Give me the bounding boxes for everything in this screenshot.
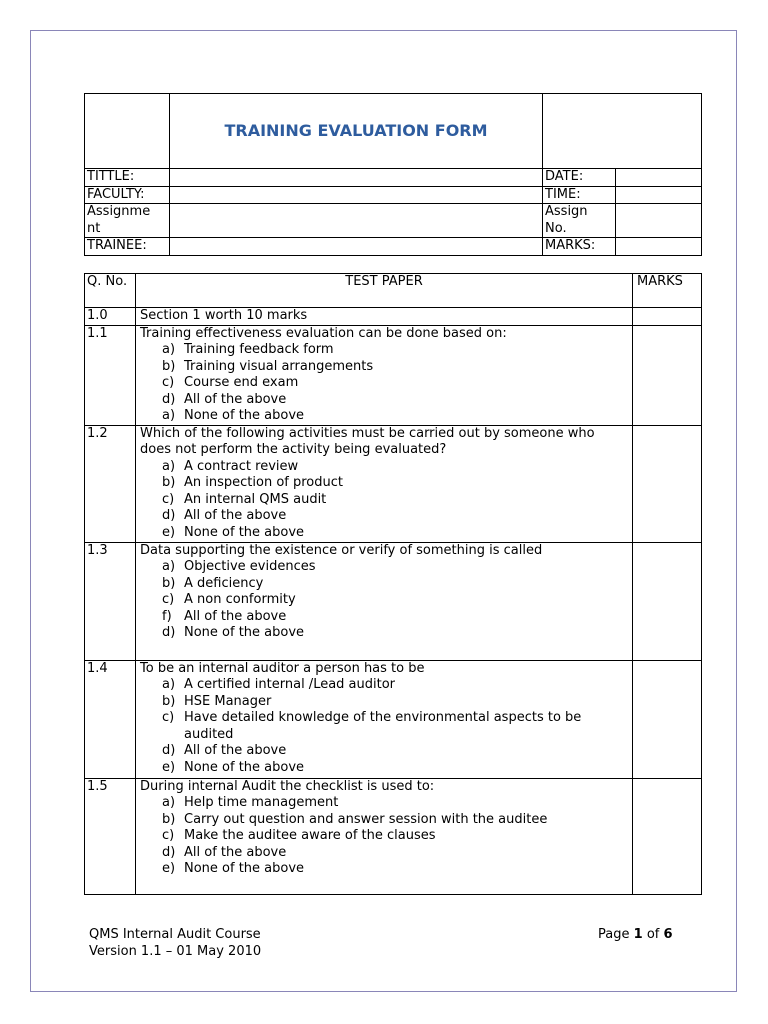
option-label: a)	[162, 342, 176, 357]
answer-option	[140, 475, 628, 492]
date-value	[616, 169, 702, 187]
option-label: b)	[162, 575, 176, 591]
option-label: e)	[162, 861, 176, 876]
answer-option	[140, 508, 628, 525]
marks-label: MARKS:	[543, 238, 616, 256]
answer-option	[140, 812, 628, 829]
answer-option	[140, 743, 628, 760]
trainee-label: TRAINEE:	[85, 238, 170, 256]
marks-cell	[633, 425, 702, 542]
option-text: None of the above	[184, 408, 305, 423]
question-text: To be an internal auditor a person has to be	[140, 660, 425, 676]
answer-option	[140, 342, 628, 359]
option-text: Course end exam	[184, 375, 299, 390]
answer-option	[140, 828, 628, 845]
assign-no-value	[616, 204, 702, 238]
assignment-label: Assignme nt	[85, 204, 170, 238]
question-text: Training effectiveness evaluation can be done based on:	[140, 325, 507, 341]
title-value	[170, 169, 543, 187]
answer-option	[140, 694, 628, 711]
option-text: None of the above	[184, 861, 305, 876]
option-label: c)	[162, 491, 175, 507]
time-value	[616, 186, 702, 204]
page-number: 1	[633, 927, 643, 942]
test-paper-header: TEST PAPER	[136, 274, 633, 308]
question-text: Data supporting the existence or verify of something is called	[140, 542, 543, 558]
version-text: Version 1.1 – 01 May 2010	[89, 943, 262, 959]
option-text: Have detailed knowledge of the environmental aspects to be audited	[184, 710, 582, 742]
answer-option	[140, 710, 628, 743]
option-text: None of the above	[184, 759, 305, 775]
question-number: 1.0	[85, 308, 136, 326]
option-text: A contract review	[184, 458, 299, 474]
marks-cell	[633, 778, 702, 894]
date-label: DATE:	[543, 169, 616, 187]
option-text: All of the above	[184, 508, 287, 523]
option-text: Help time management	[184, 795, 339, 810]
question-cell	[136, 778, 633, 894]
option-label: c)	[162, 592, 175, 607]
option-label: e)	[162, 524, 176, 540]
option-label: b)	[162, 358, 176, 374]
option-label: d)	[162, 508, 176, 523]
assignment-value	[170, 204, 543, 238]
answer-option	[140, 760, 628, 777]
question-row	[85, 778, 702, 894]
page-word: Page	[598, 927, 630, 942]
option-text: Training visual arrangements	[184, 358, 374, 374]
question-cell	[136, 308, 633, 326]
footer-left	[89, 927, 261, 960]
answer-option	[140, 845, 628, 862]
question-cell	[136, 542, 633, 660]
qno-header: Q. No.	[85, 274, 136, 308]
option-text: A non conformity	[184, 592, 296, 607]
option-text: All of the above	[184, 743, 287, 758]
option-text: All of the above	[184, 844, 287, 860]
option-label: a)	[162, 408, 176, 423]
question-text: During internal Audit the checklist is used to:	[140, 778, 435, 794]
header-blank-left	[85, 94, 170, 169]
form-title: TRAINING EVALUATION FORM	[170, 94, 543, 169]
question-cell	[136, 425, 633, 542]
question-row	[85, 308, 702, 326]
answer-option	[140, 795, 628, 812]
option-text: HSE Manager	[184, 693, 272, 709]
page-total: 6	[663, 927, 673, 942]
option-label: b)	[162, 475, 176, 490]
option-text: All of the above	[184, 391, 287, 407]
option-label: c)	[162, 375, 175, 390]
answer-option	[140, 609, 628, 626]
answer-option	[140, 559, 628, 576]
option-label: a)	[162, 458, 176, 474]
faculty-value	[170, 186, 543, 204]
marks-cell	[633, 308, 702, 326]
option-text: Carry out question and answer session with the auditee	[184, 811, 548, 827]
option-label: b)	[162, 693, 176, 709]
marks-cell	[633, 542, 702, 660]
assign-no-label: Assign No.	[543, 204, 616, 238]
question-row	[85, 325, 702, 425]
option-text: Objective evidences	[184, 559, 316, 574]
answer-option	[140, 459, 628, 476]
faculty-label: FACULTY:	[85, 186, 170, 204]
answer-option	[140, 392, 628, 409]
marks-cell	[633, 660, 702, 778]
option-label: c)	[162, 710, 175, 725]
marks-cell	[633, 325, 702, 425]
header-table	[84, 93, 702, 256]
trainee-value	[170, 238, 543, 256]
answer-option	[140, 375, 628, 392]
question-number: 1.2	[85, 425, 136, 542]
option-text: Make the auditee aware of the clauses	[184, 828, 436, 843]
question-number: 1.1	[85, 325, 136, 425]
answer-option	[140, 408, 628, 425]
option-label: c)	[162, 828, 175, 843]
option-label: d)	[162, 391, 176, 407]
answer-option	[140, 625, 628, 642]
question-number: 1.4	[85, 660, 136, 778]
option-label: d)	[162, 625, 176, 640]
option-text: An internal QMS audit	[184, 491, 327, 507]
option-label: d)	[162, 743, 176, 758]
question-text: Which of the following activities must be carried out by someone who does not perform the activity being evaluated?	[140, 425, 595, 457]
option-text: None of the above	[184, 625, 305, 640]
option-label: a)	[162, 795, 176, 810]
option-label: a)	[162, 677, 176, 692]
marks-header: MARKS	[633, 274, 702, 308]
answer-option	[140, 492, 628, 509]
answer-option	[140, 677, 628, 694]
answer-option	[140, 861, 628, 878]
test-paper-table	[84, 273, 702, 895]
question-row	[85, 542, 702, 660]
marks-value	[616, 238, 702, 256]
answer-option	[140, 576, 628, 593]
answer-option	[140, 359, 628, 376]
answer-option	[140, 592, 628, 609]
option-text: A certified internal /Lead auditor	[184, 677, 396, 692]
option-label: e)	[162, 759, 176, 775]
time-label: TIME:	[543, 186, 616, 204]
title-label: TITTLE:	[85, 169, 170, 187]
option-label: b)	[162, 811, 176, 827]
option-text: A deficiency	[184, 575, 264, 591]
option-label: d)	[162, 844, 176, 860]
question-cell	[136, 660, 633, 778]
option-text: Training feedback form	[184, 342, 334, 357]
question-row	[85, 425, 702, 542]
option-text: All of the above	[184, 608, 287, 624]
page-counter	[598, 927, 673, 944]
question-number: 1.3	[85, 542, 136, 660]
option-label: a)	[162, 559, 176, 574]
header-blank-right	[543, 94, 702, 169]
option-label: f)	[162, 608, 172, 624]
of-word: of	[646, 927, 660, 942]
question-number: 1.5	[85, 778, 136, 894]
question-row	[85, 660, 702, 778]
question-cell	[136, 325, 633, 425]
question-text: Section 1 worth 10 marks	[140, 308, 308, 323]
option-text: None of the above	[184, 524, 305, 540]
answer-option	[140, 525, 628, 542]
option-text: An inspection of product	[184, 475, 343, 490]
course-name: QMS Internal Audit Course	[89, 927, 261, 942]
